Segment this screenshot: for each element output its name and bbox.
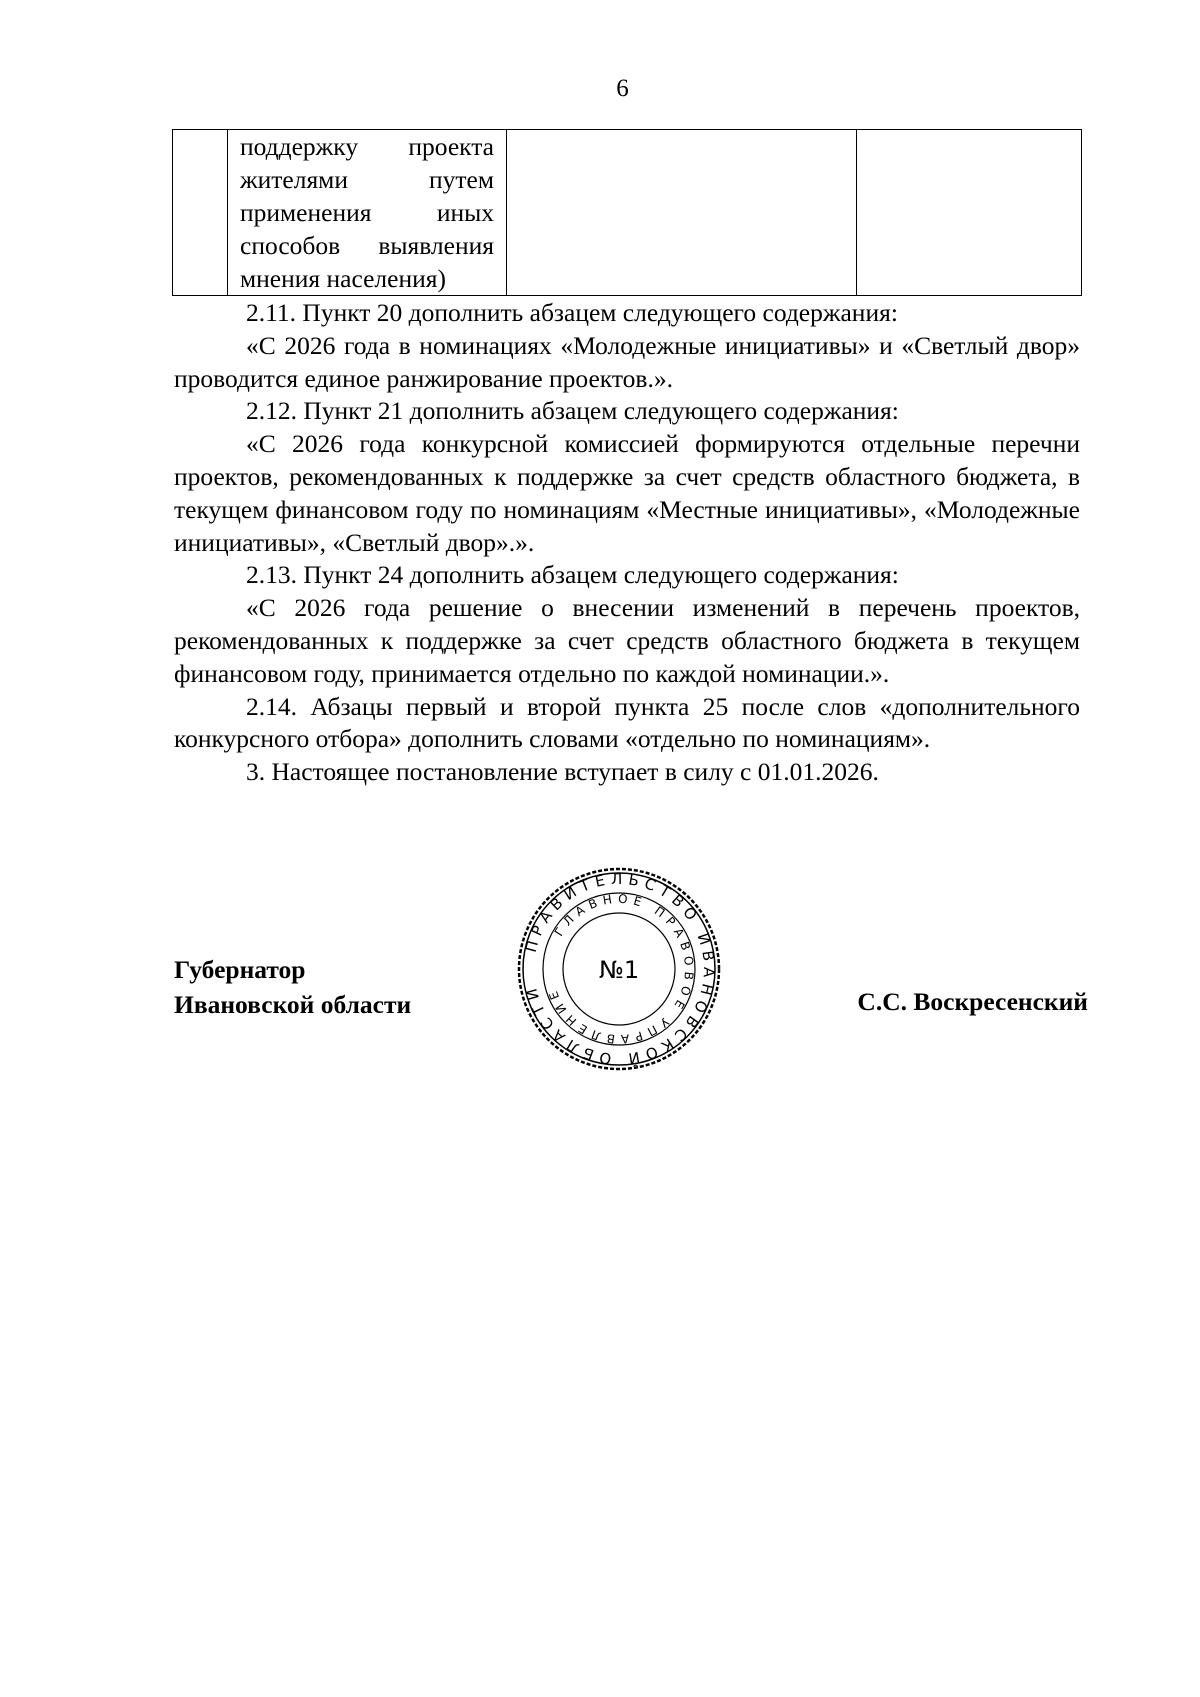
- signatory-title: [174, 952, 411, 1022]
- svg-text:ПРАВИТЕЛЬСТВО ИВАНОВСКОЙ ОБЛАС: ПРАВИТЕЛЬСТВО ИВАНОВСКОЙ ОБЛАСТИ: [521, 869, 719, 1069]
- table-cell-empty: [857, 130, 1082, 296]
- cell-text-line: жителями путем: [240, 165, 494, 194]
- document-body: [174, 297, 1080, 789]
- table-row: [173, 130, 1082, 296]
- cell-text-line: мнения населения): [240, 264, 446, 293]
- paragraph-2-12-quote: «С 2026 года конкурсной комиссией формируются отдельные перечни проектов, рекомендованных к поддержке за счет средств областного бюджета, в текущем финансовом году по номинациям «Местные инициативы», «Молодежные инициативы», «Светлый двор».».: [174, 429, 1080, 557]
- signatory-name: С.С. Воскресенский: [857, 987, 1088, 1016]
- svg-text:ГЛАВНОЕ ПРАВОВОЕ УПРАВЛЕНИЕ: ГЛАВНОЕ ПРАВОВОЕ УПРАВЛЕНИЕ: [545, 891, 697, 1047]
- paragraph-2-12: 2.12. Пункт 21 дополнить абзацем следующего содержания:: [246, 396, 899, 426]
- paragraph-2-11: 2.11. Пункт 20 дополнить абзацем следующего содержания:: [246, 298, 898, 327]
- table-cell-number: [173, 130, 228, 296]
- official-seal: [516, 866, 722, 1072]
- paragraph-2-14: 2.14. Абзацы первый и второй пункта 25 после слов «дополнительного конкурсного отбора» дополнить словами «отдельно по номинациям».: [174, 691, 1080, 754]
- paragraph-2-13-quote: «С 2026 года решение о внесении изменений в перечень проектов, рекомендованных к поддержке за счет средств областного бюджета в текущем финансовом году, принимается отдельно по каждой номинации.».: [174, 593, 1080, 688]
- table-cell-description: [228, 130, 507, 296]
- page-number: 6: [616, 75, 629, 102]
- cell-text-line: применения иных: [240, 198, 494, 227]
- cell-text-line: способов выявления: [240, 231, 494, 260]
- cell-text-line: поддержку проекта: [240, 132, 494, 161]
- paragraph-2-11-quote: «С 2026 года в номинациях «Молодежные инициативы» и «Светлый двор» проводится единое ранжирование проектов.».: [174, 330, 1080, 393]
- signatory-title-line2: Ивановской области: [174, 990, 412, 1019]
- paragraph-2-13: 2.13. Пункт 24 дополнить абзацем следующего содержания:: [246, 560, 899, 590]
- table-cell-empty: [507, 130, 857, 296]
- seal-number: №1: [598, 956, 640, 984]
- paragraph-3: 3. Настоящее постановление вступает в силу с 01.01.2026.: [246, 757, 879, 787]
- continuation-table: [172, 129, 1082, 296]
- signatory-title-line1: Губернатор: [174, 955, 306, 984]
